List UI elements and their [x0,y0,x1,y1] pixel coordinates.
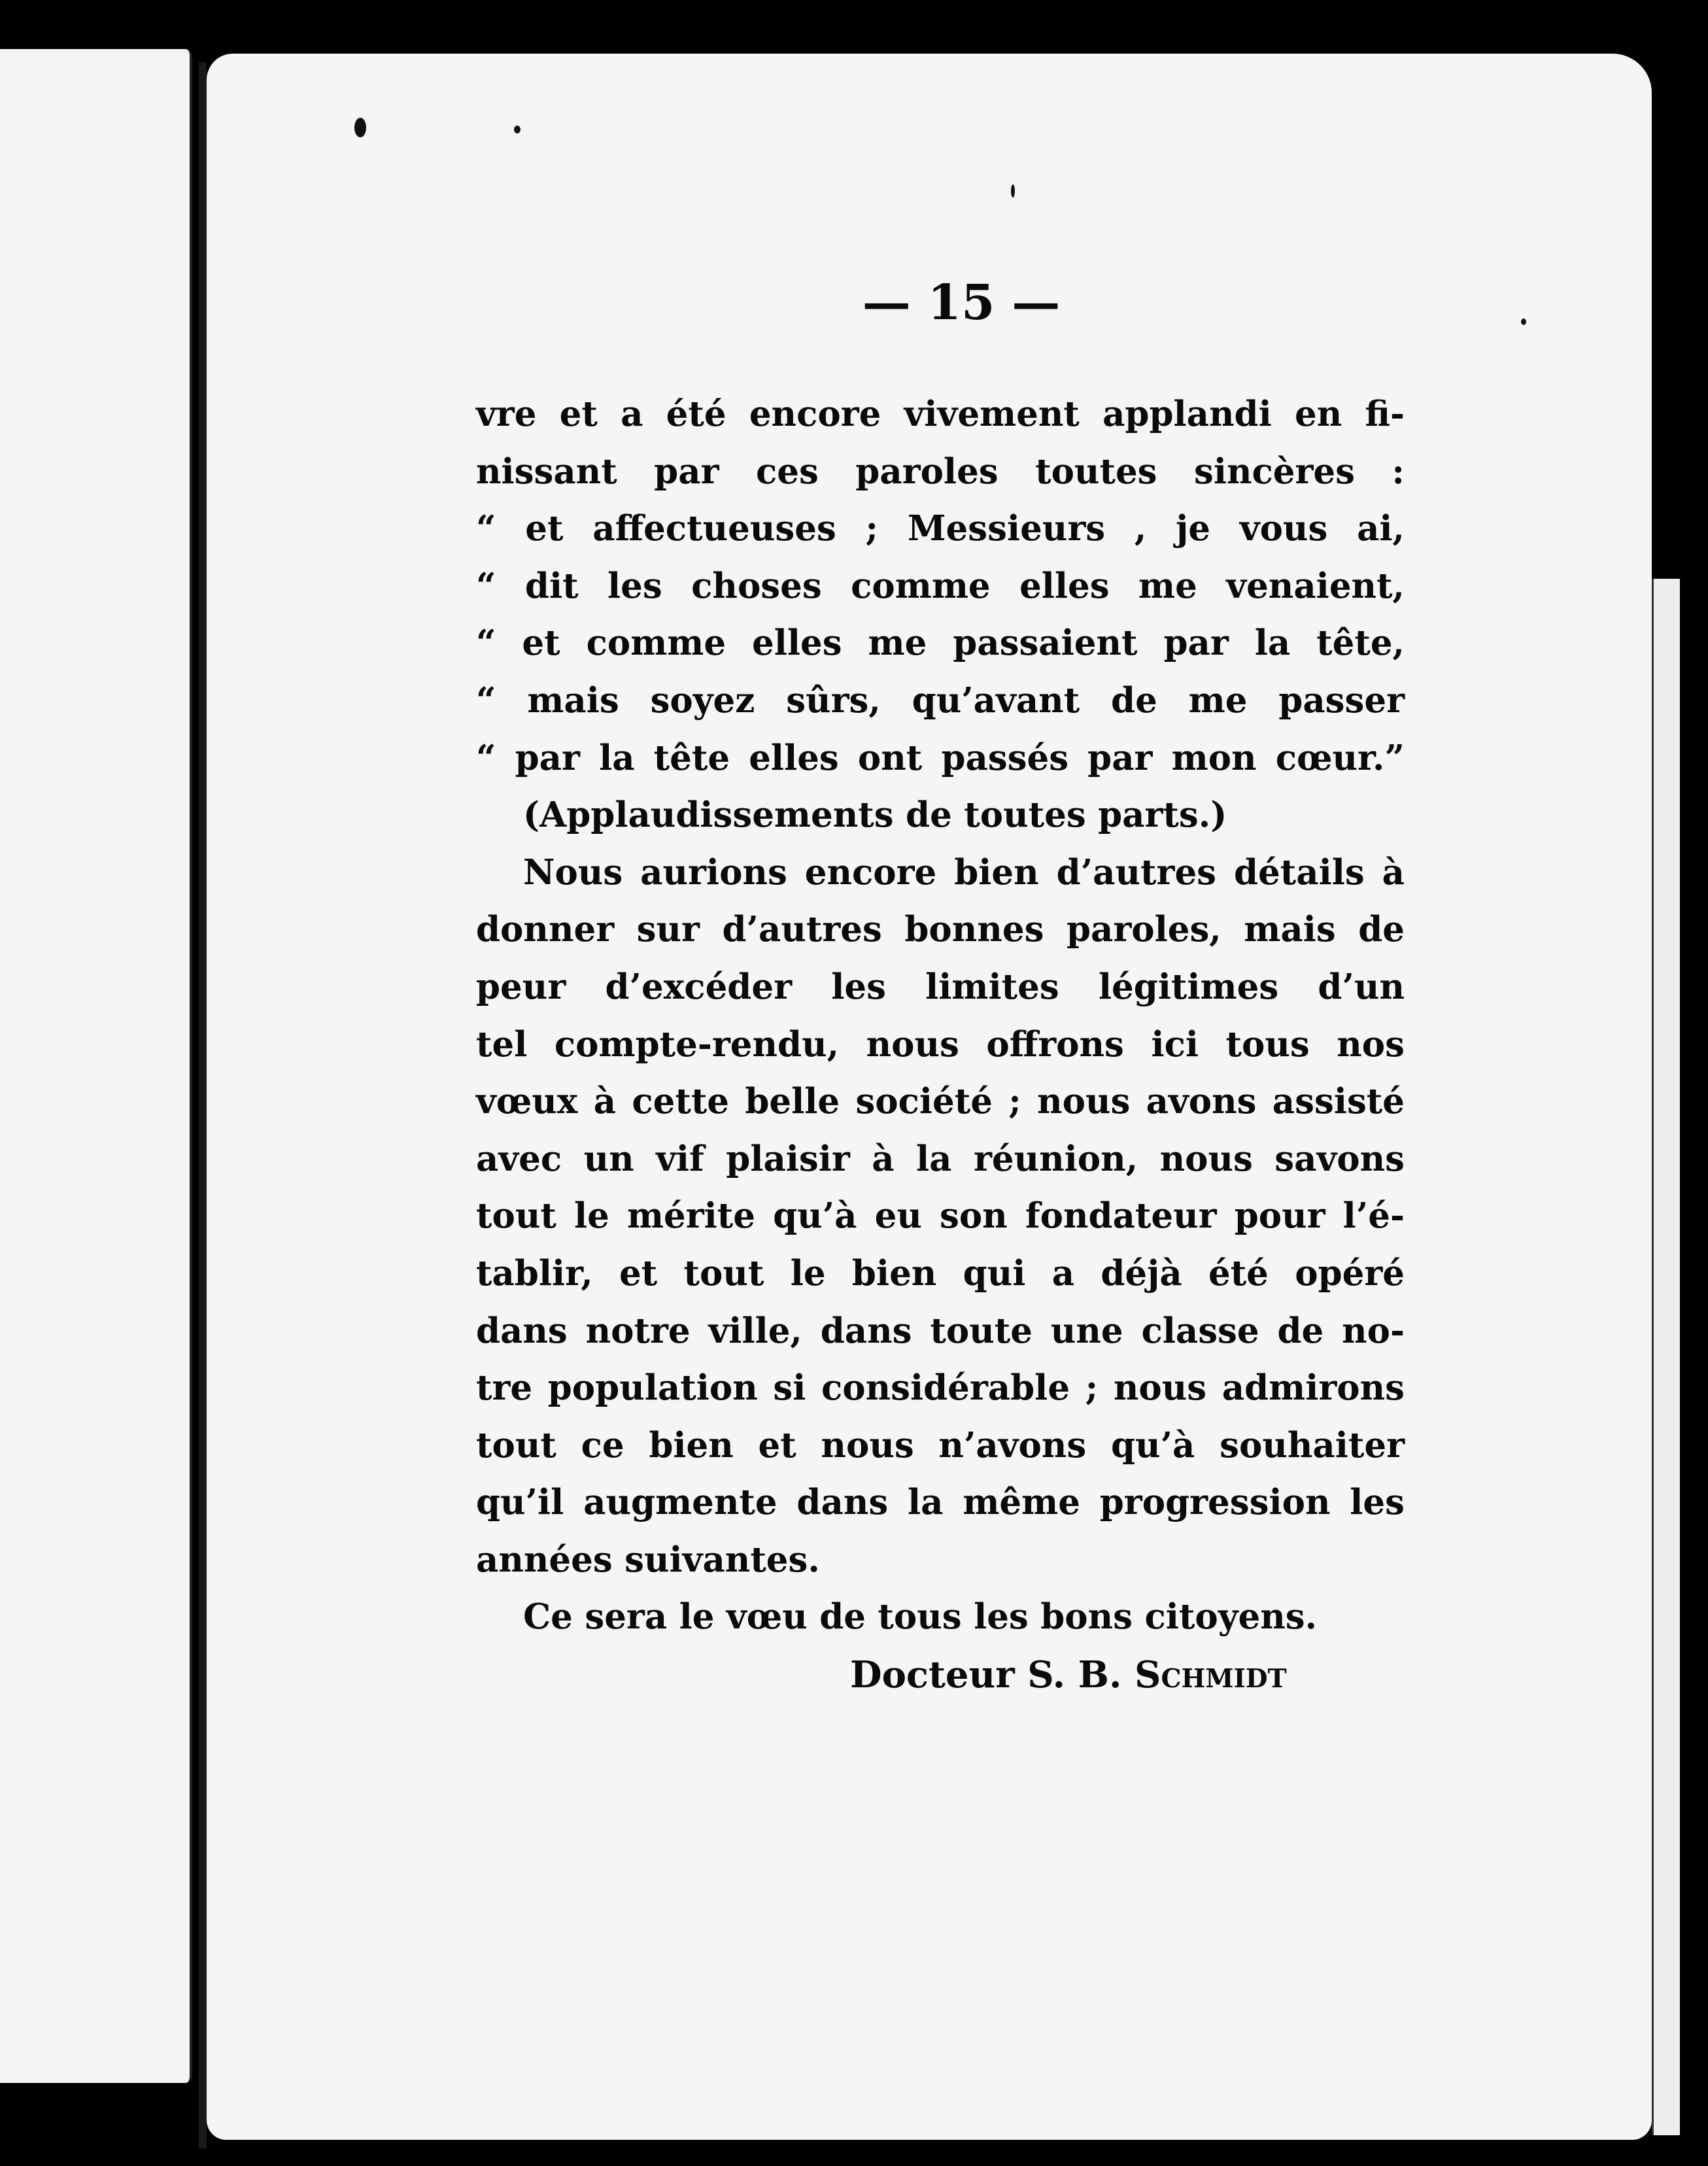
text-line: “ dit les choses comme elles me venaient, [476,565,1405,606]
text-line: donner sur d’autres bonnes paroles, mais de [476,909,1405,950]
text-line: “ et affectueuses ; Messieurs , je vous ai, [476,508,1405,549]
text-line: tablir, et tout le bien qui a déjà été opéré [476,1252,1405,1294]
next-page-edge [1652,579,1680,2135]
signature-surname: Schmidt [1135,1653,1287,1696]
text-line: tel compte-rendu, nous offrons ici tous nos [476,1023,1405,1065]
text-line: avec un vif plaisir à la réunion, nous savons [476,1138,1405,1179]
signature [850,1653,1373,1696]
text-line: dans notre ville, dans toute une classe de no- [476,1310,1405,1351]
book-gutter [199,62,207,2148]
ink-speck [514,126,521,133]
page-number: — 15 — [862,275,1061,331]
ink-speck [1011,184,1015,198]
text-line: années suivantes. [476,1539,820,1580]
text-line: tre population si considérable ; nous admirons [476,1367,1405,1409]
text-line: “ par la tête elles ont passés par mon cœur.” [476,737,1405,778]
text-line: tout ce bien et nous n’avons qu’à souhaiter [476,1424,1405,1466]
text-line: peur d’excéder les limites légitimes d’un [476,966,1405,1007]
ink-speck [1521,318,1526,325]
text-line: nissant par ces paroles toutes sincères : [476,451,1405,492]
body-text [476,386,1405,1646]
signature-prefix: Docteur S. B. [850,1653,1122,1696]
text-line: vœux à cette belle société ; nous avons assisté [476,1081,1405,1122]
text-line: vre et a été encore vivement applandi en fi- [476,394,1405,434]
ink-speck [354,118,366,137]
left-page-edge [0,49,192,2083]
text-line: Nous aurions encore bien d’autres détails à [523,851,1405,893]
text-line: Ce sera le vœu de tous les bons citoyens. [523,1596,1318,1638]
text-line: tout le mérite qu’à eu son fondateur pour l’é- [476,1195,1405,1237]
text-line: (Applaudissements de toutes parts.) [523,795,1227,836]
text-line: “ et comme elles me passaient par la tête, [476,623,1405,664]
text-line: qu’il augmente dans la même progression les [476,1482,1405,1523]
text-line: “ mais soyez sûrs, qu’avant de me passer [476,679,1405,721]
